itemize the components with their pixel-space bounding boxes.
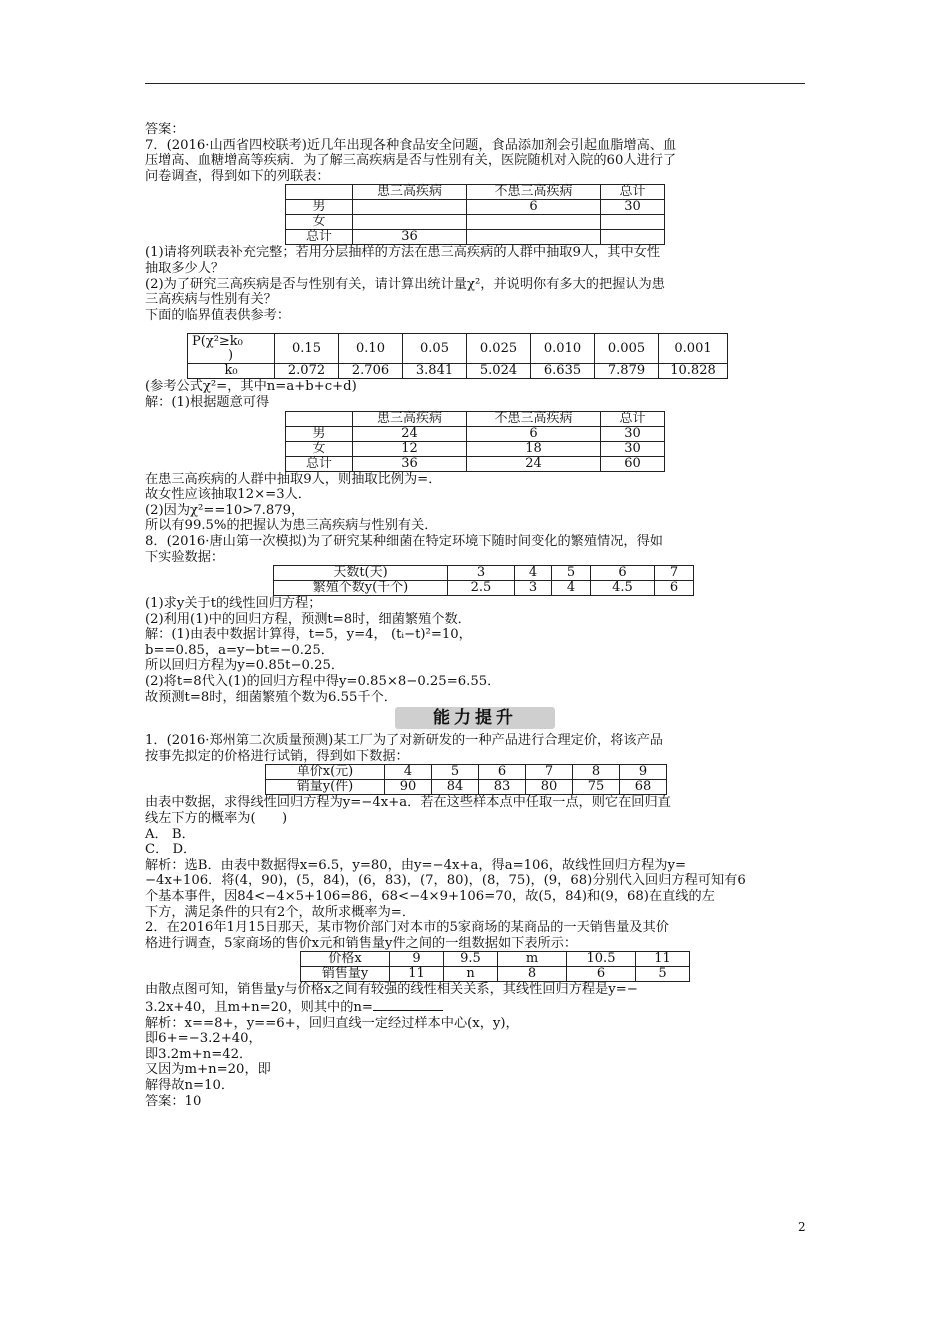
question-line: 三高疾病与性别有关？ [145, 292, 277, 308]
problem-1-line: 1．(2016·郑州第二次质量预测)某工厂为了对新研发的一种产品进行合理定价，将该产品 [145, 733, 663, 749]
table-cell [467, 230, 601, 245]
table-cell: 总计 [286, 456, 353, 471]
contingency-table-blank [285, 184, 665, 245]
table-cell: 24 [467, 456, 601, 471]
table-cell: 10.828 [659, 364, 728, 379]
analysis-line: 解得故n=10． [145, 1077, 235, 1093]
problem-8-line: 8．(2016·唐山第一次模拟)为了研究某种细菌在特定环境下随时间变化的繁殖情况，得如 [145, 533, 663, 549]
table-cell [286, 411, 353, 426]
table-cell: 11 [636, 952, 690, 967]
analysis-line: 个基本事件，因84<−4×5+106=86，68<−4×9+106=70，故(5，84)和(9，68)在直线的左 [145, 889, 715, 904]
table-cell: 5.024 [467, 364, 531, 379]
table-cell: 30 [601, 200, 665, 215]
table-cell: 0.010 [531, 334, 595, 364]
solution-line: (2)将t=8代入(1)的回归方程中得y=0.85×8−0.25=6.55． [145, 674, 501, 690]
table-cell: 0.005 [595, 334, 659, 364]
table-cell: 5 [636, 967, 690, 982]
table-cell: 销售量y [301, 967, 390, 982]
problem-1-line: 由表中数据，求得线性回归方程为y=−4x+a．若在这些样本点中任取一点，则它在回归直 [145, 795, 671, 811]
table-cell: 84 [432, 780, 479, 795]
problem-7-line: 问卷调查，得到如下的列联表： [145, 168, 330, 184]
table-cell [188, 334, 275, 364]
table-cell: 0.025 [467, 334, 531, 364]
answer-label: 答案： [145, 122, 185, 137]
table-cell: 5 [432, 765, 479, 780]
table-cell: 销量y(件) [266, 780, 385, 795]
table-cell: 7 [655, 566, 694, 581]
section-banner [145, 707, 805, 731]
table-cell: 36 [353, 456, 467, 471]
table-cell: 68 [620, 780, 667, 795]
table-cell: 75 [573, 780, 620, 795]
solution-line: 故预测t=8时，细菌繁殖个数为6.55千个． [145, 689, 397, 705]
table-cell: 6 [467, 200, 601, 215]
table-cell: 3.841 [403, 364, 467, 379]
table-cell: 女 [286, 441, 353, 456]
solution-line: (2)因为χ²==10>7.879， [145, 502, 305, 518]
table-cell: 7.879 [595, 364, 659, 379]
table-cell: n [444, 967, 498, 982]
table-cell: 2.5 [448, 581, 515, 596]
table-cell: 24 [353, 426, 467, 441]
table-cell: 不患三高疾病 [467, 185, 601, 200]
banner-title: 能力提升 [433, 708, 517, 729]
solution-line: 所以回归方程为y=0.85t−0.25． [145, 658, 345, 674]
problem-2-line: 由散点图可知，销售量y与价格x之间有较强的线性相关关系，其线性回归方程是y=− [145, 982, 638, 998]
table-cell: 9.5 [444, 952, 498, 967]
analysis-line: 又因为m+n=20，即 [145, 1062, 271, 1078]
table-cell: 繁殖个数y(千个) [274, 581, 448, 596]
table-cell: 4 [552, 581, 591, 596]
header-rule [145, 83, 805, 84]
table-cell: 12 [353, 441, 467, 456]
question-line: 下面的临界值表供参考： [145, 307, 291, 323]
table-cell: 80 [526, 780, 573, 795]
analysis-line: 即6+=−3.2+40， [145, 1031, 262, 1047]
choice-line: C． D． [145, 842, 197, 858]
table-cell: 4 [385, 765, 432, 780]
table-cell: 患三高疾病 [353, 411, 467, 426]
table-cell: 6 [467, 426, 601, 441]
table-cell: 8 [573, 765, 620, 780]
problem-1-line: 线左下方的概率为( ) [145, 811, 288, 827]
page-content [145, 122, 805, 1109]
solution-line: 故女性应该抽取12×=3人． [145, 487, 311, 503]
table-cell: 8 [498, 967, 567, 982]
table-cell [353, 200, 467, 215]
formula-line: (参考公式χ²=，其中n=a+b+c+d) [145, 379, 357, 395]
table-cell: 女 [286, 215, 353, 230]
table-cell [601, 230, 665, 245]
table-cell: 6.635 [531, 364, 595, 379]
table-cell: 男 [286, 426, 353, 441]
question-line: (2)为了研究三高疾病是否与性别有关，请计算出统计量χ²，并说明你有多大的把握认为患 [145, 276, 665, 292]
table-cell [467, 215, 601, 230]
table-cell: 0.05 [403, 334, 467, 364]
table-cell: 9 [390, 952, 444, 967]
answer-line: 答案：10 [145, 1093, 202, 1109]
table-cell: 2.072 [275, 364, 339, 379]
table-cell: 10.5 [567, 952, 636, 967]
table-cell: 36 [353, 230, 467, 245]
contingency-table-filled [285, 411, 665, 472]
table-cell: 0.15 [275, 334, 339, 364]
analysis-line: −4x+106．将(4，90)，(5，84)，(6，83)，(7，80)，(8，75)，(9，68)分别代入回归方程可知有6 [145, 873, 746, 889]
table-cell [286, 185, 353, 200]
problem-8-line: 下实验数据： [145, 549, 225, 565]
table-cell: m [498, 952, 567, 967]
problem-1-line: 按事先拟定的价格进行试销，得到如下数据： [145, 748, 409, 764]
table-cell: 3 [448, 566, 515, 581]
table-cell: 患三高疾病 [353, 185, 467, 200]
table-label: P(χ²≥k₀ [192, 333, 243, 349]
table-cell: 30 [601, 426, 665, 441]
question-line: (2)利用(1)中的回归方程，预测t=8时，细菌繁殖个数． [145, 611, 471, 627]
problem-2-line: 格进行调查，5家商场的售价x元和销售量y件之间的一组数据如下表所示： [145, 935, 578, 951]
price-sales-table [265, 764, 667, 795]
table-cell: 总计 [601, 185, 665, 200]
analysis-line: 解析：选B．由表中数据得x=6.5，y=80，由y=−4x+a，得a=106，故线性回归方程为y= [145, 857, 686, 873]
table-cell [353, 215, 467, 230]
table-cell: 不患三高疾病 [467, 411, 601, 426]
problem-7-line: 压增高、血糖增高等疾病．为了解三高疾病是否与性别有关，医院随机对入院的60人进行了 [145, 153, 677, 169]
table-cell: 3 [515, 581, 552, 596]
analysis-line: 下方，满足条件的只有2个，故所求概率为=． [145, 904, 416, 920]
analysis-line: 解析：x==8+，y==6+，回归直线一定经过样本中心(x，y)， [145, 1015, 519, 1031]
table-cell: 7 [526, 765, 573, 780]
problem-2-text: 3.2x+40，且m+n=20，则其中的n= [145, 999, 373, 1015]
store-price-table [300, 951, 690, 982]
question-line: (1)请将列联表补充完整；若用分层抽样的方法在患三高疾病的人群中抽取9人，其中女性 [145, 245, 661, 261]
table-cell: 60 [601, 456, 665, 471]
page-number: 2 [798, 1220, 806, 1234]
choice-line: A． B． [145, 826, 195, 842]
table-cell: 4.5 [591, 581, 655, 596]
table-cell: 总计 [286, 230, 353, 245]
table-cell: 0.10 [339, 334, 403, 364]
question-line: (1)求y关于t的线性回归方程； [145, 596, 322, 612]
solution-line: 解：(1)根据题意可得 [145, 394, 270, 410]
table-cell: 4 [515, 566, 552, 581]
table-cell: 价格x [301, 952, 390, 967]
critical-value-table [187, 333, 728, 379]
table-label: ) [228, 347, 234, 363]
solution-line: 所以有99.5%的把握认为患三高疾病与性别有关． [145, 518, 438, 534]
table-cell: 18 [467, 441, 601, 456]
solution-line: b==0.85，a=y−bt=−0.25． [145, 642, 334, 658]
table-cell: k₀ [188, 364, 275, 379]
table-cell: 30 [601, 441, 665, 456]
table-cell: 6 [567, 967, 636, 982]
table-cell: 2.706 [339, 364, 403, 379]
table-cell: 6 [479, 765, 526, 780]
table-cell: 5 [552, 566, 591, 581]
table-cell [601, 215, 665, 230]
table-cell: 男 [286, 200, 353, 215]
problem-2-line [145, 998, 805, 1016]
table-cell: 6 [591, 566, 655, 581]
table-cell: 总计 [601, 411, 665, 426]
problem-2-line: 2．在2016年1月15日那天，某市物价部门对本市的5家商场的某商品的一天销售量及其价 [145, 920, 669, 936]
table-cell: 天数t(天) [274, 566, 448, 581]
table-cell: 83 [479, 780, 526, 795]
analysis-line: 即3.2m+n=42． [145, 1046, 253, 1062]
table-cell: 0.001 [659, 334, 728, 364]
answer-blank [373, 998, 443, 1011]
problem-7-line: 7．(2016·山西省四校联考)近几年出现各种食品安全问题，食品添加剂会引起血脂增高、血 [145, 137, 677, 153]
solution-line: 在患三高疾病的人群中抽取9人，则抽取比例为=． [145, 471, 442, 487]
solution-line: 解：(1)由表中数据计算得，t=5，y=4， (tᵢ−t)²=10， [145, 627, 472, 643]
table-cell: 6 [655, 581, 694, 596]
table-cell: 9 [620, 765, 667, 780]
table-cell: 单价x(元) [266, 765, 385, 780]
question-line: 抽取多少人？ [145, 260, 225, 276]
table-cell: 90 [385, 780, 432, 795]
table-cell: 11 [390, 967, 444, 982]
bacteria-table [273, 565, 694, 596]
